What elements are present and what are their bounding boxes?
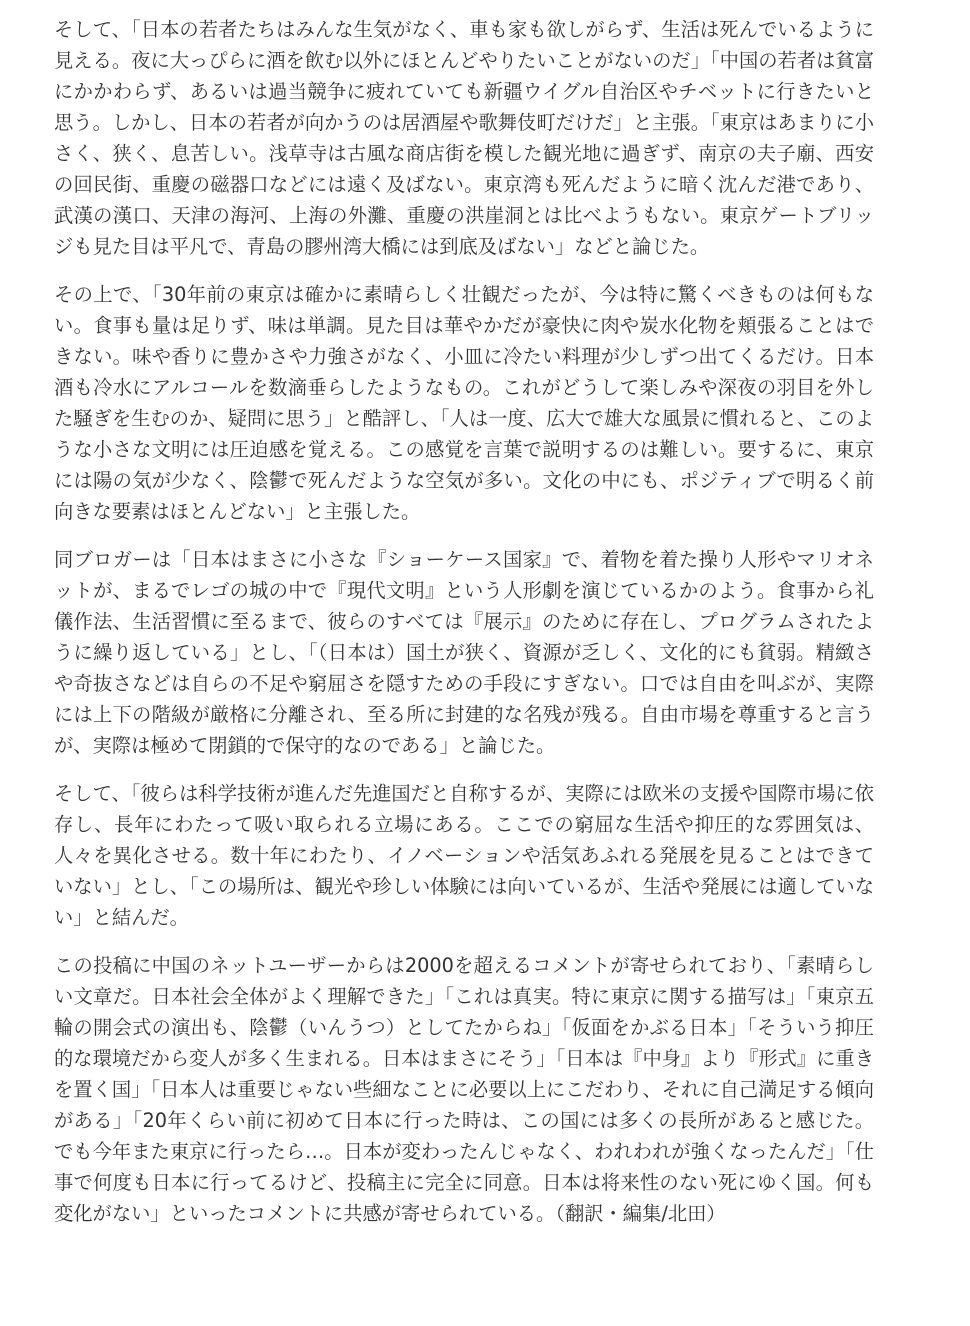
article-paragraph-4: そして、「彼らは科学技術が進んだ先進国だと自称するが、実際には欧米の支援や国際市場に依存し、長年にわたって吸い取られる立場にある。ここでの窮屈な生活や抑圧的な雰囲気は、人々を異化させる。数十年にわたり、イノベーションや活気あふれる発展を見ることはできていない」とし、「この場所は、観光や珍しい体験には向いているが、生活や発展には適していない」と結んだ。 [54,782,874,929]
article-body [54,14,874,1246]
article-paragraph-2: その上で、「30年前の東京は確かに素晴らしく壮観だったが、今は特に驚くべきものは何もない。食事も量は足りず、味は単調。見た目は華やかだが豪快に肉や炭水化物を頬張ることはできない。味や香りに豊かさや力強さがなく、小皿に冷たい料理が少しずつ出てくるだけ。日本酒も冷水にアルコールを数滴垂らしたようなもの。これがどうして楽しみや深夜の羽目を外した騒ぎを生むのか、疑問に思う」と酷評し、「人は一度、広大で雄大な風景に慣れると、このような小さな文明には圧迫感を覚える。この感覚を言葉で説明するのは難しい。要するに、東京には陽の気が少なく、陰鬱で死んだような空気が多い。文化の中にも、ポジティブで明るく前向きな要素はほとんどない」と主張した。 [54,283,874,523]
article-paragraph-5: この投稿に中国のネットユーザーからは2000を超えるコメントが寄せられており、「素晴らしい文章だ。日本社会全体がよく理解できた」「これは真実。特に東京に関する描写は」「東京五輪の開会式の演出も、陰鬱（いんうつ）としてたからね」「仮面をかぶる日本」「そういう抑圧的な環境だから変人が多く生まれる。日本はまさにそう」「日本は『中身』より『形式』に重きを置く国」「日本人は重要じゃない些細なことに必要以上にこだわり、それに自己満足する傾向がある」「20年くらい前に初めて日本に行った時は、この国には多くの長所があると感じた。でも今年また東京に行ったら…。日本が変わったんじゃなく、われわれが強くなったんだ」「仕事で何度も日本に行ってるけど、投稿主に完全に同意。日本は将来性のない死にゆく国。何も変化がない」といったコメントに共感が寄せられている。（翻訳・編集/北田） [54,954,874,1225]
article-paragraph-3: 同ブロガーは「日本はまさに小さな『ショーケース国家』で、着物を着た操り人形やマリオネットが、まるでレゴの城の中で『現代文明』という人形劇を演じているかのよう。食事から礼儀作法、生活習慣に至るまで、彼らのすべては『展示』のために存在し、プログラムされたように繰り返している」とし、「（日本は）国土が狭く、資源が乏しく、文化的にも貧弱。精緻さや奇抜さなどは自らの不足や窮屈さを隠すための手段にすぎない。口では自由を叫ぶが、実際には上下の階級が厳格に分離され、至る所に封建的な名残が残る。自由市場を尊重すると言うが、実際は極めて閉鎖的で保守的なのである」と論じた。 [54,548,874,757]
article-paragraph-1: そして、「日本の若者たちはみんな生気がなく、車も家も欲しがらず、生活は死んでいるように見える。夜に大っぴらに酒を飲む以外にほとんどやりたいことがないのだ」「中国の若者は貧富にかかわらず、あるいは過当競争に疲れていても新疆ウイグル自治区やチベットに行きたいと思う。しかし、日本の若者が向かうのは居酒屋や歌舞伎町だけだ」と主張。「東京はあまりに小さく、狭く、息苦しい。浅草寺は古風な商店街を模した観光地に過ぎず、南京の夫子廟、西安の回民街、重慶の磁器口などには遠く及ばない。東京湾も死んだように暗く沈んだ港であり、武漢の漢口、天津の海河、上海の外灘、重慶の洪崖洞とは比べようもない。東京ゲートブリッジも見た目は平凡で、青島の膠州湾大橋には到底及ばない」などと論じた。 [54,18,874,258]
